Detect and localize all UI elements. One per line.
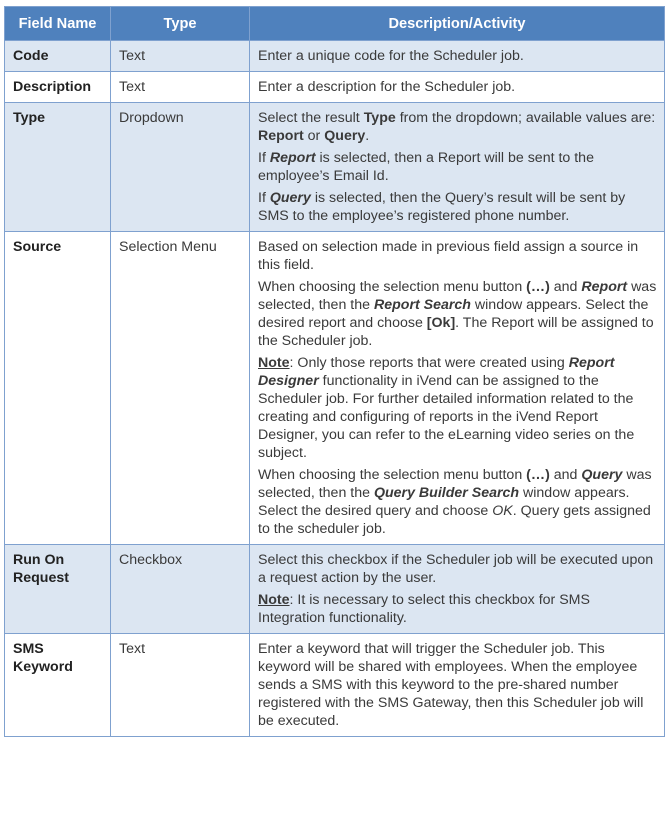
table-row: [5, 72, 665, 103]
description-cell: Select the result Type from the dropdown; available values are: Report or Query. If Report is selected, then a Report will be sent to the employee’s Email Id. If Query is selected, then the Query’s result will be sent by SMS to the employee’s registered phone number.: [250, 103, 665, 232]
field-name-cell: Run On Request: [5, 545, 111, 634]
type-cell: Text: [111, 41, 250, 72]
field-name-cell: Type: [5, 103, 111, 232]
header-row: [5, 7, 665, 41]
header-description: Description/Activity: [250, 7, 665, 41]
description-cell: Enter a keyword that will trigger the Scheduler job. This keyword will be shared with employees. When the employee sends a SMS with this keyword to the pre-shared number registered with the SMS Gateway, then this Scheduler job will be executed.: [250, 634, 665, 737]
field-table: [4, 6, 665, 737]
type-cell: Selection Menu: [111, 232, 250, 545]
table-row: [5, 41, 665, 72]
table-row: [5, 634, 665, 737]
type-cell: Text: [111, 634, 250, 737]
header-type: Type: [111, 7, 250, 41]
type-cell: Dropdown: [111, 103, 250, 232]
description-cell: Based on selection made in previous field assign a source in this field. When choosing the selection menu button (…) and Report was selected, then the Report Search window appears. Select the desired report and choose [Ok]. The Report will be assigned to the Scheduler job. Note: Only those reports that were created using Report Designer functionality in iVend can be assigned to the Scheduler job. For further detailed information related to the creating and configuring of reports in the iVend Report Designer, you can refer to the eLearning video series on the subject. When choosing the selection menu button (…) and Query was selected, then the Query Builder Search window appears. Select the desired query and choose OK. Query gets assigned to the scheduler job.: [250, 232, 665, 545]
header-field-name: Field Name: [5, 7, 111, 41]
field-name-cell: Code: [5, 41, 111, 72]
description-cell: Enter a unique code for the Scheduler job.: [250, 41, 665, 72]
type-cell: Checkbox: [111, 545, 250, 634]
field-name-cell: Source: [5, 232, 111, 545]
table-row: [5, 232, 665, 545]
field-name-cell: Description: [5, 72, 111, 103]
type-cell: Text: [111, 72, 250, 103]
field-name-cell: SMS Keyword: [5, 634, 111, 737]
table-row: [5, 545, 665, 634]
table-row: [5, 103, 665, 232]
description-cell: Select this checkbox if the Scheduler job will be executed upon a request action by the user. Note: It is necessary to select this checkbox for SMS Integration functionality.: [250, 545, 665, 634]
description-cell: Enter a description for the Scheduler job.: [250, 72, 665, 103]
